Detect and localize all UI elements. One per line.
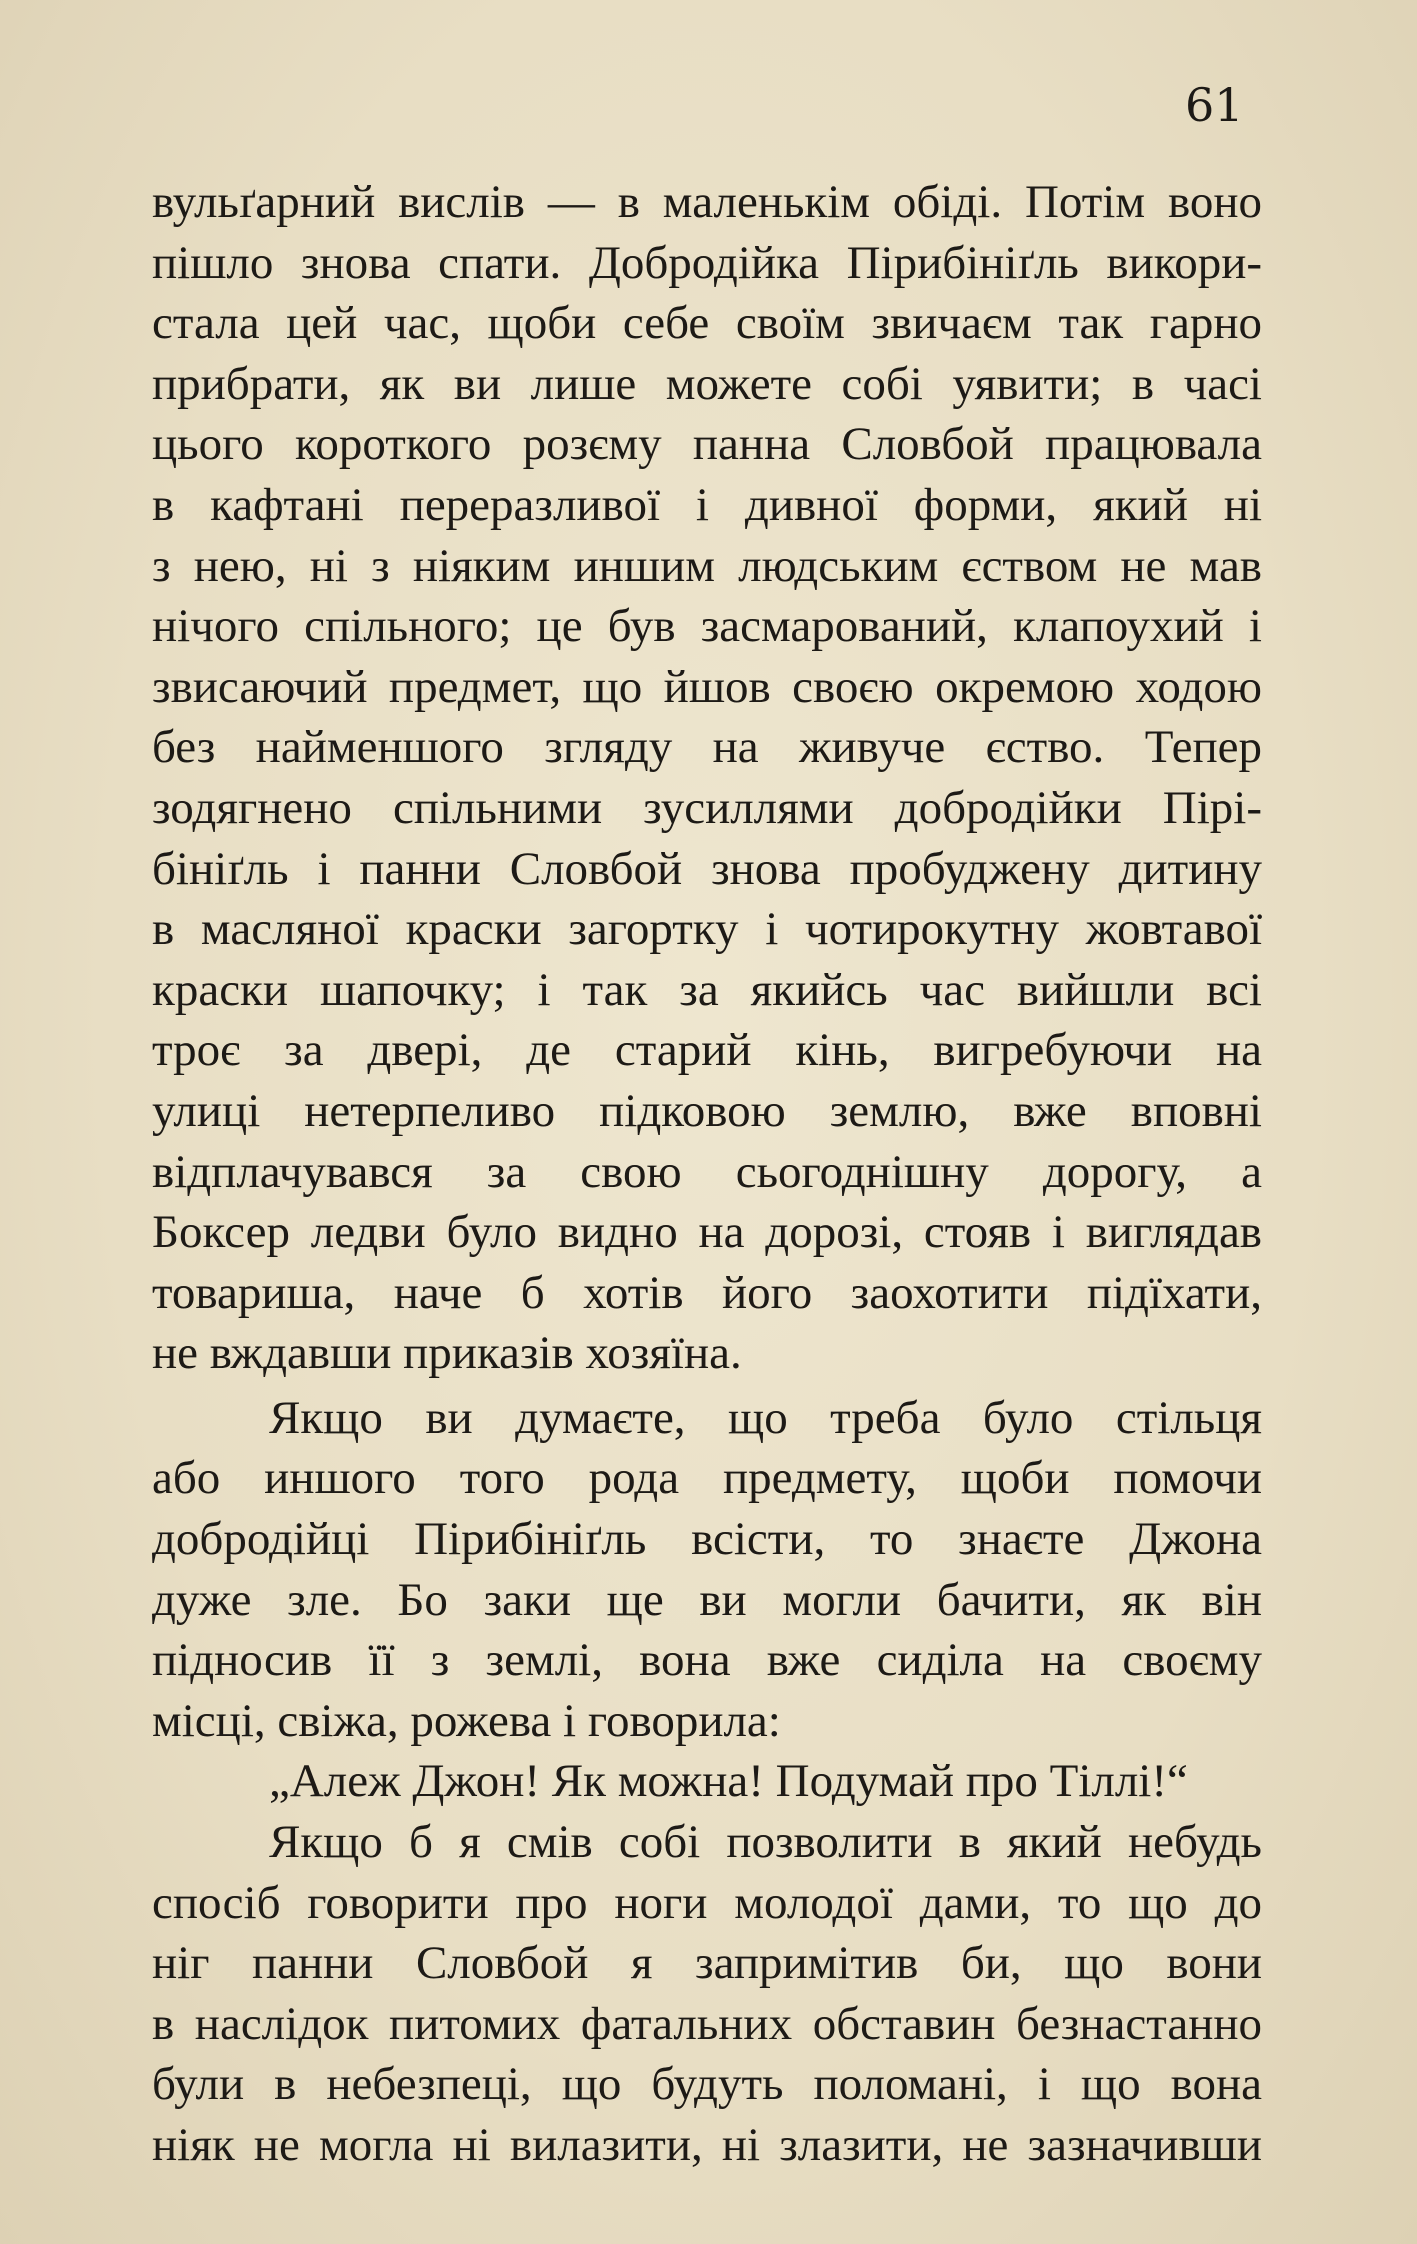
text-line: ніяк не могла ні вилазити, ні злазити, не зазначивши: [152, 2119, 1262, 2171]
page-number: 61: [1185, 78, 1244, 132]
text-line: відплачувався за свою сьогоднішну дорогу, а: [152, 1145, 1262, 1198]
text-line: вульґарний вислів — в маленькім обіді. Потім воно: [152, 176, 1262, 228]
page-text: [152, 172, 1262, 2176]
text-line: цього короткого розєму панна Словбой працювала: [152, 418, 1262, 471]
text-line: в наслідок питомих фатальних обставин безнастанно: [152, 1997, 1262, 2050]
text-line: з нею, ні з ніяким иншим людським єством не мав: [152, 539, 1262, 592]
text-line: ніг панни Словбой я запримітив би, що вони: [152, 1937, 1262, 1990]
text-line: Якщо ви думаєте, що треба було стільця: [269, 1391, 1262, 1444]
text-line: Якщо б я смів собі позволити в який небудь: [269, 1816, 1262, 1869]
text-line: товариша, наче б хотів його заохотити підїхати,: [152, 1266, 1262, 1319]
text-line: підносив її з землі, вона вже сиділа на своєму: [152, 1634, 1262, 1687]
text-line: без найменшого згляду на живуче єство. Тепер: [152, 721, 1262, 774]
text-line: нічого спільного; це був засмарований, клапоухий і: [152, 600, 1262, 653]
text-line: Боксер ледви було видно на дорозі, стояв і виглядав: [152, 1206, 1262, 1259]
text-line: звисаючий предмет, що йшов своєю окремою ходою: [152, 660, 1262, 713]
text-line: прибрати, як ви лише можете собі уявити; в часі: [152, 357, 1262, 410]
text-line: місці, свіжа, рожева і говорила:: [152, 1694, 781, 1747]
text-line: в масляної краски загортку і чотирокутну жовтавої: [152, 903, 1262, 956]
text-line: були в небезпеці, що будуть поломані, і що вона: [152, 2058, 1262, 2111]
text-line: „Алеж Джон! Як можна! Подумай про Тіллі!“: [269, 1755, 1188, 1808]
text-line: або иншого того рода предмету, щоби помочи: [152, 1452, 1262, 1505]
text-line: в кафтані переразливої і дивної форми, який ні: [152, 478, 1262, 531]
text-line: пішло знова спати. Добродійка Пірибініґль викори-: [152, 236, 1262, 289]
text-line: троє за двері, де старий кінь, вигребуючи на: [152, 1024, 1262, 1077]
text-line: добродійці Пірибініґль всісти, то знаєте Джона: [152, 1513, 1262, 1566]
text-line: не вждавши приказів хозяїна.: [152, 1327, 742, 1380]
text-line: улиці нетерпеливо підковою землю, вже вповні: [152, 1084, 1262, 1137]
text-line: краски шапочку; і так за якийсь час вийшли всі: [152, 963, 1262, 1016]
text-line: стала цей час, щоби себе своїм звичаєм так гарно: [152, 297, 1262, 350]
text-line: бініґль і панни Словбой знова пробуджену дитину: [152, 842, 1262, 895]
text-line: спосіб говорити про ноги молодої дами, то що до: [152, 1876, 1262, 1929]
text-line: зодягнено спільними зусиллями добродійки Пірі-: [152, 781, 1262, 834]
text-line: дуже зле. Бо заки ще ви могли бачити, як він: [152, 1573, 1262, 1626]
